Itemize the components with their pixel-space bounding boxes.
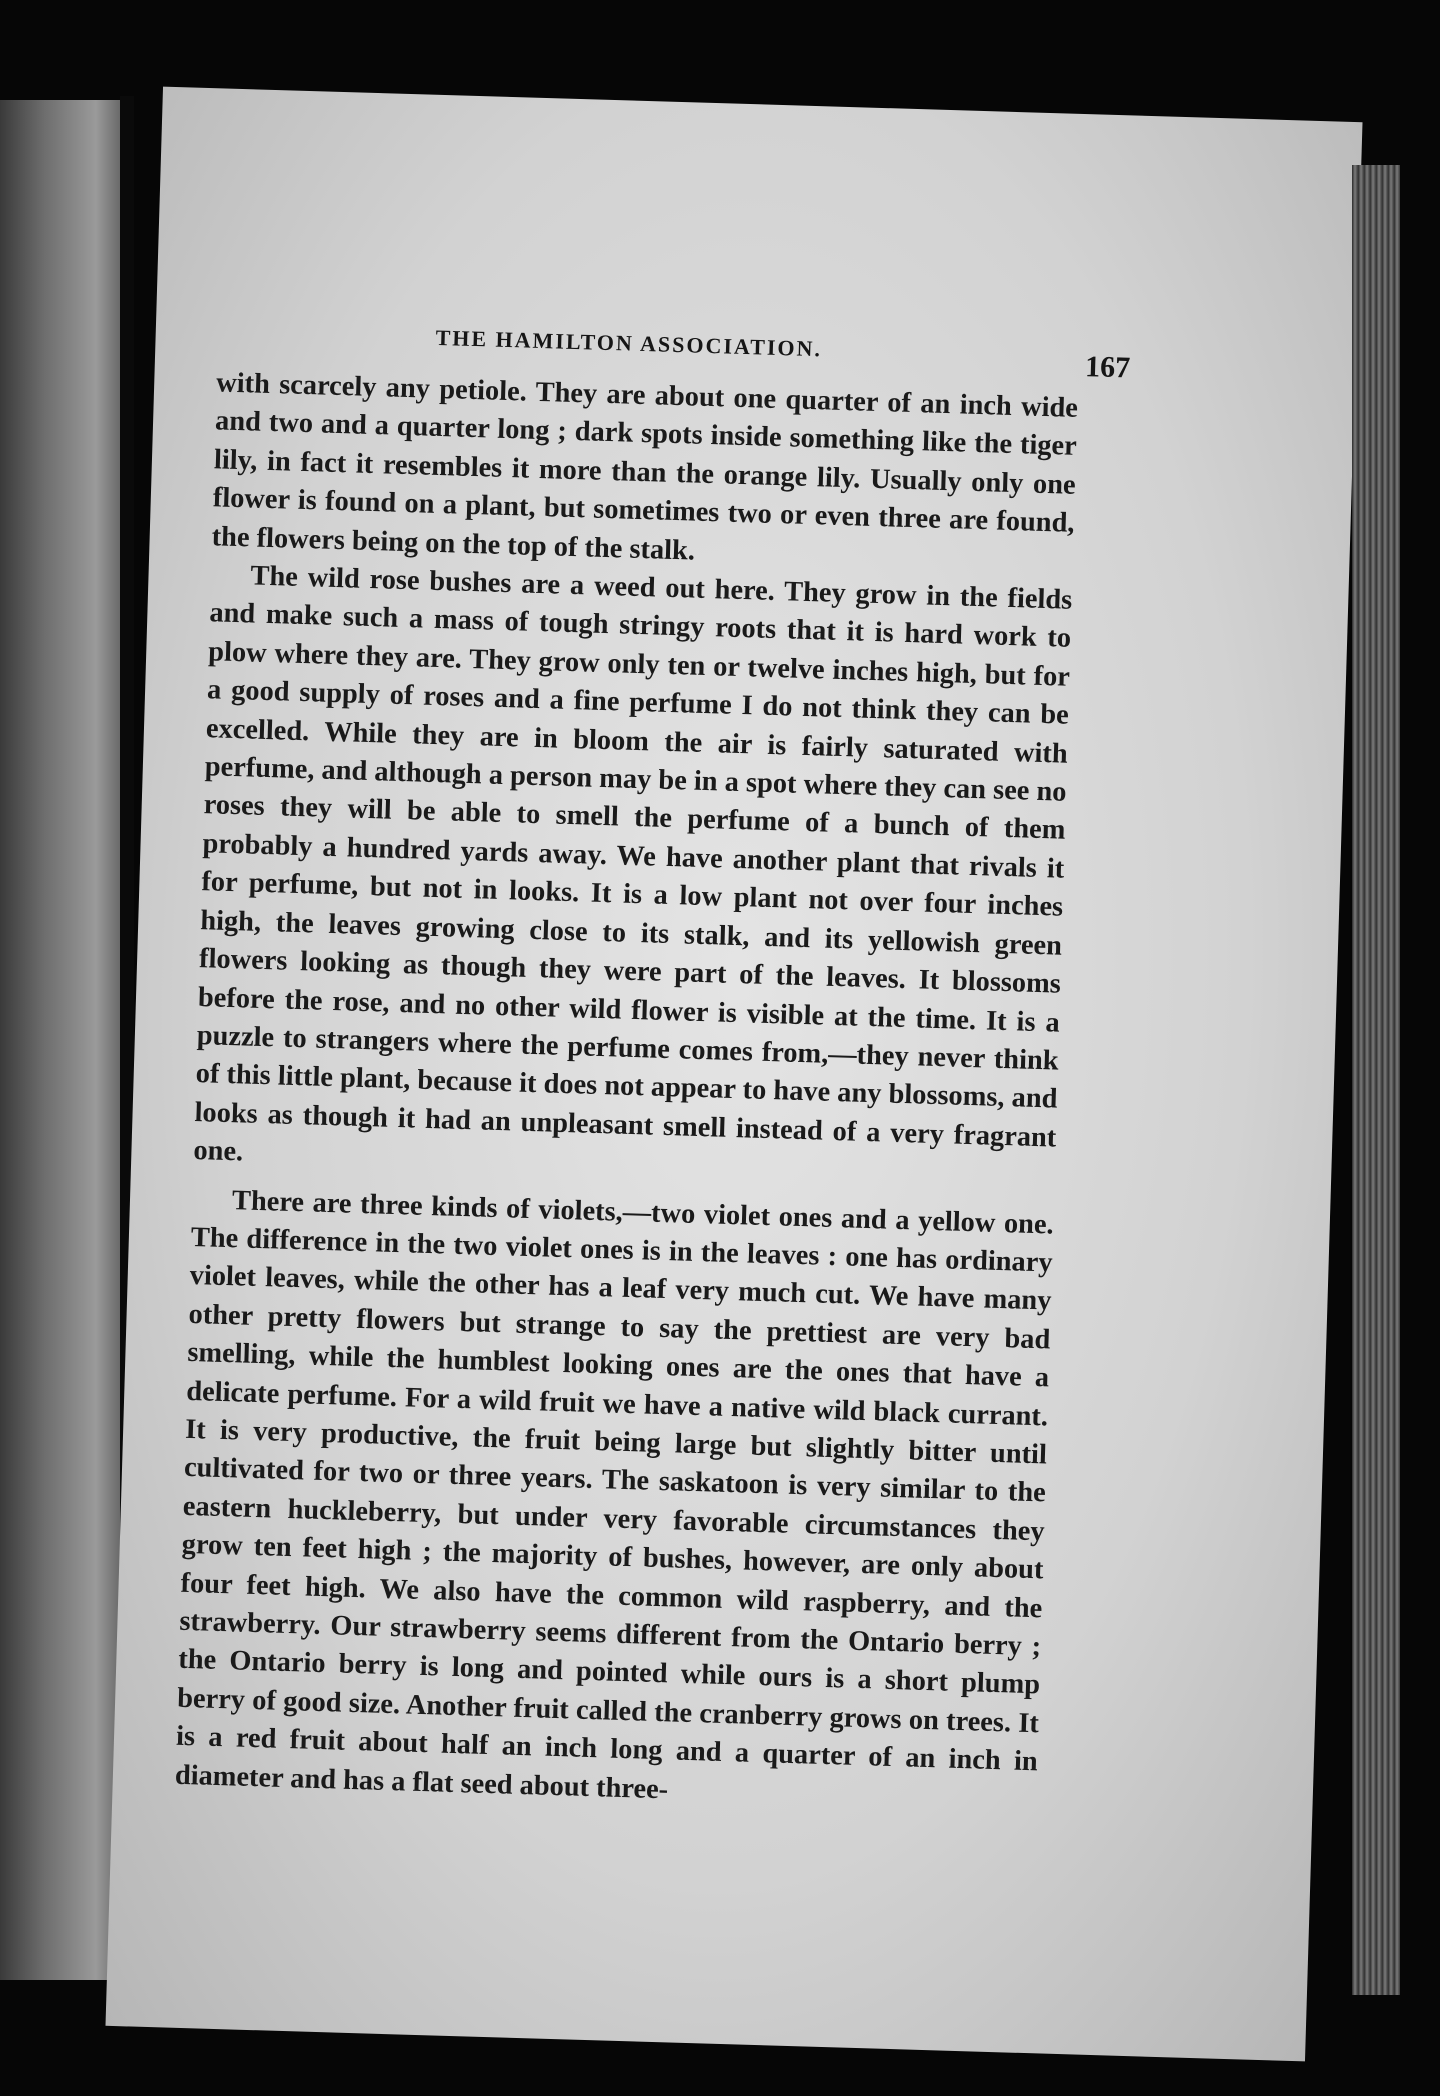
- paragraph-violets: There are three kinds of violets,—two violet ones and a yellow one. The difference in the two violet ones is in the leaves : one has ordinary violet leaves, while the other has a leaf very much cut. We have many other pretty flowers but strange to say the prettiest are very bad smelling, while the humblest looking ones are the ones that have a delicate perfume. For a wild fruit we have a native wild black currant. It is very productive, the fruit being large but slightly bitter until cultivated for two or three years. The saskatoon is very similar to the eastern huckleberry, but under very favorable circumstances they grow ten feet high ; the majority of bushes, however, are only about four feet high. We also have the common wild raspberry, and the strawberry. Our strawberry seems different from the Ontario berry ; the Ontario berry is long and pointed while ours is a short plump berry of good size. Another fruit called the cranberry grows on trees. It is a red fruit about half an inch long and a quarter of an inch in diameter and has a flat seed about three-: [174, 1184, 1055, 1805]
- page-stack-edge: [1352, 165, 1400, 1995]
- page-number: 167: [1084, 350, 1131, 385]
- body-text: [174, 364, 1078, 1820]
- running-head: THE HAMILTON ASSOCIATION.: [435, 324, 823, 362]
- paragraph-wild-rose: The wild rose bushes are a weed out here. They grow in the fields and make such a mass of tough stringy roots that it is hard work to plow where they are. They grow only ten or twelve inches high, but for a good supply of roses and a fine perfume I do not think they can be excelled. While they are in bloom the air is fairly saturated with perfume, and although a person may be in a spot where they can see no roses they will be able to smell the perfume of a bunch of them probably a hundred yards away. We have another plant that rivals it for perfume, but not in looks. It is a low plant not over four inches high, the leaves growing close to its stalk, and its yellowish green flowers looking as though they were part of the leaves. It blossoms before the rose, and no other wild flower is visible at the time. It is a puzzle to strangers where the perfume comes from,—they never think of this little plant, because it does not appear to have any blossoms, and looks as though it had an unpleasant smell instead of a very fragrant one.: [193, 560, 1073, 1168]
- book-page: [105, 87, 1362, 2062]
- paragraph-continued: with scarcely any petiole. They are about one quarter of an inch wide and two and a quarter long ; dark spots inside something like the tiger lily, in fact it resembles it more than the orange lily. Usually only one flower is found on a plant, but sometimes two or even three are found, the flowers being on the top of the stalk.: [211, 367, 1079, 567]
- facing-page-edge: [0, 100, 128, 1980]
